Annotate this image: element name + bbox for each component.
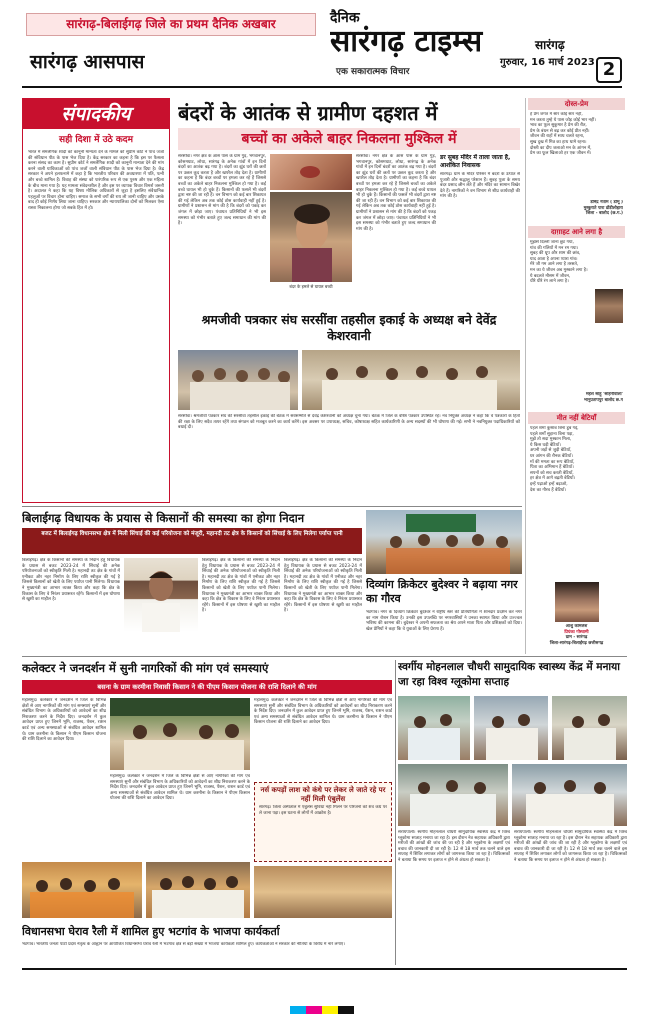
lead-body-continued: सरसींवा। नगर क्षेत्र के आस पास के ग्राम गुड़, भगवानपुर, कोसमघाट, लोधा, सारंगढ़ के अनेक गांवों में इन दिनों बंदरों का आतंक बढ़ गया है। बंदरों का झुंड घरों की छतों पर उछल कूद करता है और खपरैल तोड़ देता है। ग्रामीणों का कहना है कि बंदर बच्चों पर हमला कर रहे हैं जिससे बच्चों का अकेले बाहर निकलना मुश्किल हो गया है। कई बच्चे घायल भी हो चुके हैं। किसानों की फसलें भी बंदरों द्वारा नष्ट की जा रही हैं। वन विभाग को कई बार शिकायत की गई लेकिन अब तक कोई ठोस कार्यवाही नहीं हुई है। ग्रामीणों ने प्रशासन से मांग की है कि बंदरों को पकड़ कर जंगल में छोड़ा जाए। पंचायत प्रतिनिधियों ने भी इस समस्या को गंभीर बताते हुए जल्द समाधान की मांग की है। xyxy=(356,154,436,232)
color-swatch xyxy=(306,1006,322,1014)
bilaigarh-body-col3 xyxy=(202,558,280,652)
editorial-body: भारत में समलैंगिक शादी को कानूनी मान्यता देने के मामले को सुप्रीम कोर्ट ने पांच जजों की संविधान पीठ के पास भेज दिया है। केंद्र सरकार का कहना है कि इस पर फैसला करना संसद का काम है। सुप्रीम कोर्ट ने समलैंगिक शादी को कानूनी मान्यता देने की मांग करने वाली याचिकाओं को पांच जजों वाली संविधान पीठ के पास भेज दिया है। केंद्र सरकार ने अपने हलफनामे में कहा है कि भारतीय परिवार की अवधारणा में पति, पत्नी और बच्चे शामिल हैं। विवाह की संस्था को पारंपरिक रूप से एक पुरुष और एक महिला के बीच माना गया है। यह मामला संवेदनशील है और इस पर व्यापक विचार विमर्श जरूरी है। अदालत ने कहा कि यह विषय मौलिक अधिकारों से जुड़ा है इसलिए संवैधानिक पहलुओं पर विचार होना चाहिए। समाज के सभी वर्गों की राय ली जानी चाहिए और उसके बाद ही कोई निर्णय लिया जाना चाहिए। सरकार और न्यायपालिका दोनों को मिलकर ऐसा रास्ता निकालना होगा जो सबके हित में हो। xyxy=(28,150,164,211)
poem2-line: गांव की गलियों में मन रम गया। xyxy=(530,245,579,251)
poem1-author xyxy=(530,200,623,220)
health-image-5 xyxy=(512,764,627,826)
poem2-author xyxy=(530,392,623,406)
poem3-line: इन्हें पढ़ाओ इन्हें बढ़ाओ, xyxy=(530,481,568,487)
poem3-lines xyxy=(530,426,623,580)
date: गुरुवार, 16 मार्च 2023 xyxy=(500,57,595,68)
nurse-box xyxy=(254,782,392,862)
poem3-line: पहले शर्मों सुहाना बिना पड़ा, xyxy=(530,431,574,437)
poem3-line: हर क्षेत्र में आगे बढ़ती बेटियाँ। xyxy=(530,476,576,482)
janadarshan-photo xyxy=(110,698,250,770)
poet2-photo xyxy=(595,289,623,323)
cricket-body: भटगांव। नगर के दिव्यांग क्रिकेटर बुदेश्वर ने राष्ट्रीय स्तर की प्रतियोगिता में शानदार प्रदर्शन कर नगर का नाम रोशन किया है। उनकी इस उपलब्धि पर नगरवासियों ने उनका स्वागत किया और उज्ज्वल भविष्य की कामना की। बुदेश्वर ने अपनी सफलता का श्रेय अपने माता पिता और प्रशिक्षकों को दिया। खेल प्रेमियों ने कहा कि वे युवाओं के लिए प्रेरणा हैं। xyxy=(366,610,522,632)
bilaigarh-banner xyxy=(22,528,362,554)
poem-column xyxy=(525,98,627,654)
lead-side-head: डर सुबह मंदिर में ताला जाता है, आशंकित निवासक xyxy=(440,154,511,169)
lead-body-col1 xyxy=(178,154,266,304)
bottom-rule xyxy=(22,968,627,970)
poem2-lines xyxy=(530,240,623,390)
poem1-line: मन करता तुम्हे ये पास जोड़ कोई भार नहीं। xyxy=(530,117,596,123)
mla-photo xyxy=(124,558,198,632)
poem3-line: अपनी जड़ों से जुड़ी बेटियाँ, xyxy=(530,448,572,454)
color-bar xyxy=(290,1006,354,1014)
poem3-line: देश का गौरव हैं बेटियाँ। xyxy=(530,487,567,493)
poem2-line: याद आता है अपना प्यारा गांव। xyxy=(530,256,578,262)
poem1-title-bar xyxy=(528,98,625,110)
health-image-4 xyxy=(398,764,508,826)
poem2-line: मन का ये जीवन अब मुस्काने लगा है। xyxy=(530,267,588,273)
poem2-line: धीरे धीरे रंग लाने लगा है। xyxy=(530,279,569,285)
poem1-lines xyxy=(530,112,623,198)
daily-label: दैनिक xyxy=(330,10,360,26)
poem3-line: पिता का अभिमान हैं बेटियाँ। xyxy=(530,465,574,471)
poem2-title-bar xyxy=(528,226,625,238)
bilaigarh-body-2: बिलाईगढ़। क्षेत्र के किसानों की समस्या के निदान हेतु विधायक के प्रयास से बजट 2023-24 में सिंचाई की अनेक परियोजनाओं को स्वीकृति मिली है। महानदी तट क्षेत्र के गांवों में एनीकट और नहर निर्माण के लिए राशि स्वीकृत की गई है जिससे किसानों को खेती के लिए पर्याप्त पानी मिलेगा। विधायक ने मुख्यमंत्री का आभार व्यक्त किया और कहा कि क्षेत्र के विकास के लिए वे निरंतर प्रयासरत रहेंगे। किसानों में इस घोषणा से खुशी का माहौल है। xyxy=(202,558,280,614)
journalist-group-photo-2 xyxy=(302,350,520,410)
poem1-author-place: मुस्कुराते पारा डोंडीलोहारा xyxy=(583,205,623,211)
poem2-title: दाग़ाहट आने लगा है xyxy=(550,228,603,236)
janadarshan-image xyxy=(110,698,250,770)
poem1-line: है प्रेम जगत में सार कोई सार नहीं, xyxy=(530,112,583,117)
poem3-author-place: ग्राम - सारंगढ़ xyxy=(565,635,588,641)
health-photo-5 xyxy=(512,764,627,826)
poem2-author-place xyxy=(530,398,623,404)
lead-side-box xyxy=(440,154,520,304)
health-image-1 xyxy=(398,696,470,760)
journalist-body: सरसींवा। श्रमजीवी पत्रकार संघ की सरसींवा तहसील इकाई की बैठक में सर्वसम्मति से देवेंद्र केशरवानी को अध्यक्ष चुना गया। बैठक में जिले के वरिष्ठ पत्रकार उपस्थित रहे। नव नियुक्त अध्यक्ष ने कहा कि वे पत्रकारों के हितों की रक्षा के लिए सदैव तत्पर रहेंगे तथा संगठन को मजबूत करने का कार्य करेंगे। इस अवसर पर उपाध्यक्ष, सचिव, कोषाध्यक्ष सहित कार्यकारिणी के अन्य सदस्यों की भी घोषणा की गई। सभी ने नवनियुक्त पदाधिकारियों को बधाई दी। xyxy=(178,414,520,431)
rally-headline: विधानसभा घेराव रैली में शामिल हुए भटगांव के भाजपा कार्यकर्ता xyxy=(22,925,280,938)
section-rule-1 xyxy=(22,506,522,507)
poem1-title: दोस्त-प्रेम xyxy=(564,100,589,108)
poem3-line: मुझे तो सदा मुस्कान मिला, xyxy=(530,437,572,443)
editorial-subhead: सही दिशा में उठे कदम xyxy=(59,135,133,145)
section-title: सारंगढ़ आसपास xyxy=(30,51,145,73)
lead-subhead: बच्चों का अकेले बाहर निकलना मुश्किल में xyxy=(241,131,457,147)
poem2-line: मेरे जी गम आने लगा है तरसते, xyxy=(530,262,579,268)
rally-photo-1 xyxy=(22,862,142,918)
poem1-line: प्रेम के बंधन से बढ़ कर कोई प्रीत नहीं। xyxy=(530,128,590,134)
color-swatch xyxy=(290,1006,306,1014)
poem3-title-bar xyxy=(528,412,625,424)
mla-image xyxy=(124,558,198,632)
poem2-author-name: महेश साहू 'साहनीवाला' xyxy=(585,392,623,397)
child-image xyxy=(270,192,352,282)
health-photo-4 xyxy=(398,764,508,826)
bilaigarh-headline: बिलाईगढ़ विधायक के प्रयास से किसानों की समस्या का होगा निदान xyxy=(22,511,305,525)
tagline: सारंगढ़-बिलाईगढ़ जिले का प्रथम दैनिक अखबार xyxy=(66,17,276,31)
poem1-author-name: डोमेंद्र नेताम ( डोमू ) xyxy=(590,200,623,205)
collector-banner-text: बसना के ग्राम करमीना निवासी किसान ने की पीएम किसान योजना की राशि दिलाने की मांग xyxy=(97,683,317,691)
health-image-3 xyxy=(552,696,627,760)
poem3-author-district: जिला-सारंगढ़-बिलाईगढ़ छत्तीसगढ़ xyxy=(549,640,604,646)
editorial-heading: संपादकीय xyxy=(61,103,131,125)
poem1-line: सुख दुख में मित्र का हाथ थामे रहना। xyxy=(530,139,587,145)
health-photo-2 xyxy=(474,696,548,760)
child-photo xyxy=(270,192,352,282)
masthead-rule xyxy=(22,86,622,88)
health-headline: स्वर्गीय मोहनलाल चौधरी सामुदायिक स्वास्थ्य केंद्र में मनाया जा रहा विश्व ग्लूकोमा सप्ताह xyxy=(398,661,620,688)
health-body: सरायपाली। स्वर्गीय मोहनलाल चौधरी सामुदायिक स्वास्थ्य केंद्र में विश्व ग्लूकोमा सप्ताह मनाया जा रहा है। इस दौरान नेत्र सहायक अधिकारी द्वारा मरीजों की आंखों की जांच की जा रही है और ग्लूकोमा के लक्षणों एवं बचाव की जानकारी दी जा रही है। 12 से 18 मार्च तक चलने वाले इस सप्ताह में शिविर लगाकर लोगों को जागरूक किया जा रहा है। चिकित्सकों ने बताया कि समय पर इलाज न होने से अंधत्व हो सकता है। xyxy=(398,830,510,863)
masthead xyxy=(0,0,645,96)
nurse-body: सारंगढ़। जिला अस्पताल में एंबुलेंस सुविधा नहीं मिलने पर परिजनों को शव कंधे पर ले जाना पड़ा। इस घटना से लोगों में आक्रोश है। xyxy=(259,805,387,816)
bilaigarh-body-3: बिलाईगढ़। क्षेत्र के किसानों की समस्या के निदान हेतु विधायक के प्रयास से बजट 2023-24 में सिंचाई की अनेक परियोजनाओं को स्वीकृति मिली है। महानदी तट क्षेत्र के गांवों में एनीकट और नहर निर्माण के लिए राशि स्वीकृत की गई है जिससे किसानों को खेती के लिए पर्याप्त पानी मिलेगा। विधायक ने मुख्यमंत्री का आभार व्यक्त किया और कहा कि क्षेत्र के विकास के लिए वे निरंतर प्रयासरत रहेंगे। किसानों में इस घोषणा से खुशी का माहौल है। xyxy=(284,558,362,614)
editorial-heading-bar xyxy=(23,99,169,129)
poem3-author xyxy=(530,624,623,648)
collector-banner xyxy=(22,680,392,694)
bilaigarh-body-col4 xyxy=(284,558,362,652)
poem2-line: मुझसे दिल्ली जाना छूट गया, xyxy=(530,240,574,245)
column-rule-right xyxy=(395,660,396,965)
tagline-bar xyxy=(26,13,316,36)
journalist-photo-2-image xyxy=(302,350,520,410)
poem3-line: सपनों को सच करती बेटियाँ, xyxy=(530,470,574,476)
bilaigarh-body-col1 xyxy=(22,558,120,652)
collector-body-2: महासमुंद। कलेक्टर ने जनदर्शन में जिले के विभिन्न क्षेत्रों से आए नागरिकों की मांग एवं समस्याएं सुनीं और संबंधित विभाग के अधिकारियों को आवेदनों का शीघ्र निराकरण करने के निर्देश दिए। जनदर्शन में कुल आवेदन प्राप्त हुए जिनमें भूमि, राजस्व, पेंशन, राशन कार्ड एवं अन्य समस्याओं से संबंधित आवेदन शामिल थे। ग्राम करमीना के किसान ने पीएम किसान योजना की राशि दिलाने का आवेदन दिया। xyxy=(254,698,392,726)
poem1-author-district: जिला - बालोद (छ.ग.) xyxy=(585,211,623,217)
newspaper-name: सारंगढ़ टाइम्स xyxy=(330,24,483,59)
rally-body: भटगांव। भारतीय जनता पार्टी प्रदेश नेतृत्व के आह्वान पर आयोजित विधानसभा घेराव रैली में भटगांव क्षेत्र से बड़ी संख्या में भाजपा कार्यकर्ता शामिल हुए। कार्यकर्ताओं ने सरकार की नीतियों के विरोध में नारे लगाए। xyxy=(22,942,345,947)
cricket-headline: दिव्यांग क्रिकेटर बुदेश्वर ने बढ़ाया नगर का गौरव xyxy=(366,578,518,605)
health-photo-1 xyxy=(398,696,470,760)
poem3-line: माँ की ममता का रूप बेटियाँ, xyxy=(530,459,575,465)
bilaigarh-body: बिलाईगढ़। क्षेत्र के किसानों की समस्या के निदान हेतु विधायक के प्रयास से बजट 2023-24 में सिंचाई की अनेक परियोजनाओं को स्वीकृति मिली है। महानदी तट क्षेत्र के गांवों में एनीकट और नहर निर्माण के लिए राशि स्वीकृत की गई है जिससे किसानों को खेती के लिए पर्याप्त पानी मिलेगा। विधायक ने मुख्यमंत्री का आभार व्यक्त किया और कहा कि क्षेत्र के विकास के लिए वे निरंतर प्रयासरत रहेंगे। किसानों में इस घोषणा से खुशी का माहौल है। xyxy=(22,558,120,603)
health-photo-3 xyxy=(552,696,627,760)
poem3-author-name2: प्रियंका गोस्वामी xyxy=(564,629,589,635)
lead-side-body: सारंगढ़। ग्राम के मंदिर परिसर में बंदरों के उत्पात से पुजारी और श्रद्धालु परेशान हैं। सुबह पूजा के समय बंदर प्रसाद छीन लेते हैं और मंदिर का सामान बिखेर देते हैं। नागरिकों ने वन विभाग से शीघ्र कार्यवाही की मांग की है। xyxy=(440,172,520,200)
collector-body-col1 xyxy=(22,698,106,858)
rally-photo-3 xyxy=(254,866,392,918)
editorial-box xyxy=(22,98,170,503)
monkey-wound-photo xyxy=(270,154,352,190)
journalist-headline: श्रमजीवी पत्रकार संघ सरसींवा तहसील इकाई के अध्यक्ष बने देवेंद्र केशरवानी xyxy=(201,312,497,343)
poem2-author-district: बालोद छ.ग xyxy=(604,397,623,403)
motto: एक सकारात्मक विचार xyxy=(336,67,410,77)
poem2-line: सुबह की धूप और शाम की छांव, xyxy=(530,251,581,257)
lead-body-col3 xyxy=(356,154,436,304)
collector-headline: कलेक्टर ने जनदर्शन में सुनी नागरिकों की मांग एवं समस्याएं xyxy=(22,661,269,675)
color-swatch xyxy=(322,1006,338,1014)
rally-image-2 xyxy=(146,862,250,918)
nurse-headline: नर्स कपड़ों लाश को कंधे पर लेकर ले जाते रहे पर नहीं मिली एंबुलेंस xyxy=(260,785,386,803)
poem3-title: मीत नहीं बेटियाँ xyxy=(556,414,597,422)
poem1-line: प्रेम का फूल खिलाओ हर एक जीवन में। xyxy=(530,151,592,157)
rally-image-1 xyxy=(22,862,142,918)
page-number-value: 2 xyxy=(602,59,616,80)
bilaigarh-banner-text: बजट में बिलाईगढ़ विधानसभा क्षेत्र में मिली सिंचाई की कई परियोजना को मंजूरी, महानदी तट क्षेत्र के किसानों को सिंचाई के लिए मिलेगा पर्याप्त पानी xyxy=(41,531,343,537)
child-caption: बंदर के हमले से घायल बच्ची xyxy=(289,284,333,289)
journalist-photo-1-image xyxy=(178,350,298,410)
poem3-line: घर आंगन की रौनक बेटियाँ। xyxy=(530,453,573,459)
cricket-image xyxy=(366,510,522,574)
collector-body-3: महासमुंद। कलेक्टर ने जनदर्शन में जिले के विभिन्न क्षेत्रों से आए नागरिकों की मांग एवं समस्याएं सुनीं और संबंधित विभाग के अधिकारियों को आवेदनों का शीघ्र निराकरण करने के निर्देश दिए। जनदर्शन में कुल आवेदन प्राप्त हुए जिनमें भूमि, राजस्व, पेंशन, राशन कार्ड एवं अन्य समस्याओं से संबंधित आवेदन शामिल थे। ग्राम करमीना के किसान ने पीएम किसान योजना की राशि दिलाने का आवेदन दिया। xyxy=(110,774,250,802)
poem1-line: जीवन की राहों में साथ चलते रहना, xyxy=(530,134,585,140)
wound-image xyxy=(270,154,352,190)
poet3-photo xyxy=(555,582,599,622)
health-body-2: सरायपाली। स्वर्गीय मोहनलाल चौधरी सामुदायिक स्वास्थ्य केंद्र में विश्व ग्लूकोमा सप्ताह मनाया जा रहा है। इस दौरान नेत्र सहायक अधिकारी द्वारा मरीजों की आंखों की जांच की जा रही है और ग्लूकोमा के लक्षणों एवं बचाव की जानकारी दी जा रही है। 12 से 18 मार्च तक चलने वाले इस सप्ताह में शिविर लगाकर लोगों को जागरूक किया जा रहा है। चिकित्सकों ने बताया कि समय पर इलाज न होने से अंधत्व हो सकता है। xyxy=(514,830,627,863)
poem1-line: दोस्ती का दीप जलाओ मन के आंगन में, xyxy=(530,145,592,151)
collector-body: महासमुंद। कलेक्टर ने जनदर्शन में जिले के विभिन्न क्षेत्रों से आए नागरिकों की मांग एवं समस्याएं सुनीं और संबंधित विभाग के अधिकारियों को आवेदनों का शीघ्र निराकरण करने के निर्देश दिए। जनदर्शन में कुल आवेदन प्राप्त हुए जिनमें भूमि, राजस्व, पेंशन, राशन कार्ड एवं अन्य समस्याओं से संबंधित आवेदन शामिल थे। ग्राम करमीना के किसान ने पीएम किसान योजना की राशि दिलाने का आवेदन दिया। xyxy=(22,698,106,743)
poem3-line: पहले शर्मों कुसाब बिना डूब गई, xyxy=(530,426,579,431)
poem3-author-name: आशु कामलेश xyxy=(565,624,588,629)
lead-headline: बंदरों के आतंक से ग्रामीण दहशत में xyxy=(178,101,438,125)
collector-body-col2b xyxy=(110,774,250,810)
section-rule-2 xyxy=(22,656,627,657)
poem1-line: भाव का फूल सुकुमार है प्रेम की रीत, xyxy=(530,123,587,129)
rally-photo-2 xyxy=(146,862,250,918)
color-swatch xyxy=(338,1006,354,1014)
poem2-line: ये बदलते मौसम में जीवन, xyxy=(530,273,571,279)
lead-body: सरसींवा। नगर क्षेत्र के आस पास के ग्राम गुड़, भगवानपुर, कोसमघाट, लोधा, सारंगढ़ के अनेक गांवों में इन दिनों बंदरों का आतंक बढ़ गया है। बंदरों का झुंड घरों की छतों पर उछल कूद करता है और खपरैल तोड़ देता है। ग्रामीणों का कहना है कि बंदर बच्चों पर हमला कर रहे हैं जिससे बच्चों का अकेले बाहर निकलना मुश्किल हो गया है। कई बच्चे घायल भी हो चुके हैं। किसानों की फसलें भी बंदरों द्वारा नष्ट की जा रही हैं। वन विभाग को कई बार शिकायत की गई लेकिन अब तक कोई ठोस कार्यवाही नहीं हुई है। ग्रामीणों ने प्रशासन से मांग की है कि बंदरों को पकड़ कर जंगल में छोड़ा जाए। पंचायत प्रतिनिधियों ने भी इस समस्या को गंभीर बताते हुए जल्द समाधान की मांग की है। xyxy=(178,154,266,227)
cricket-photo xyxy=(366,510,522,574)
city: सारंगढ़ xyxy=(535,38,565,52)
page-number xyxy=(596,57,622,83)
health-body-col1 xyxy=(398,830,510,964)
poem2-author-place-text: भानुप्रतापपुर xyxy=(583,397,604,403)
health-body-col2 xyxy=(514,830,627,964)
journalist-group-photo-1 xyxy=(178,350,298,410)
lead-subhead-bar xyxy=(178,128,520,150)
collector-body-col3 xyxy=(254,698,392,776)
poem3-line: ये किस घड़ी बेटियाँ। xyxy=(530,442,561,448)
health-image-2 xyxy=(474,696,548,760)
